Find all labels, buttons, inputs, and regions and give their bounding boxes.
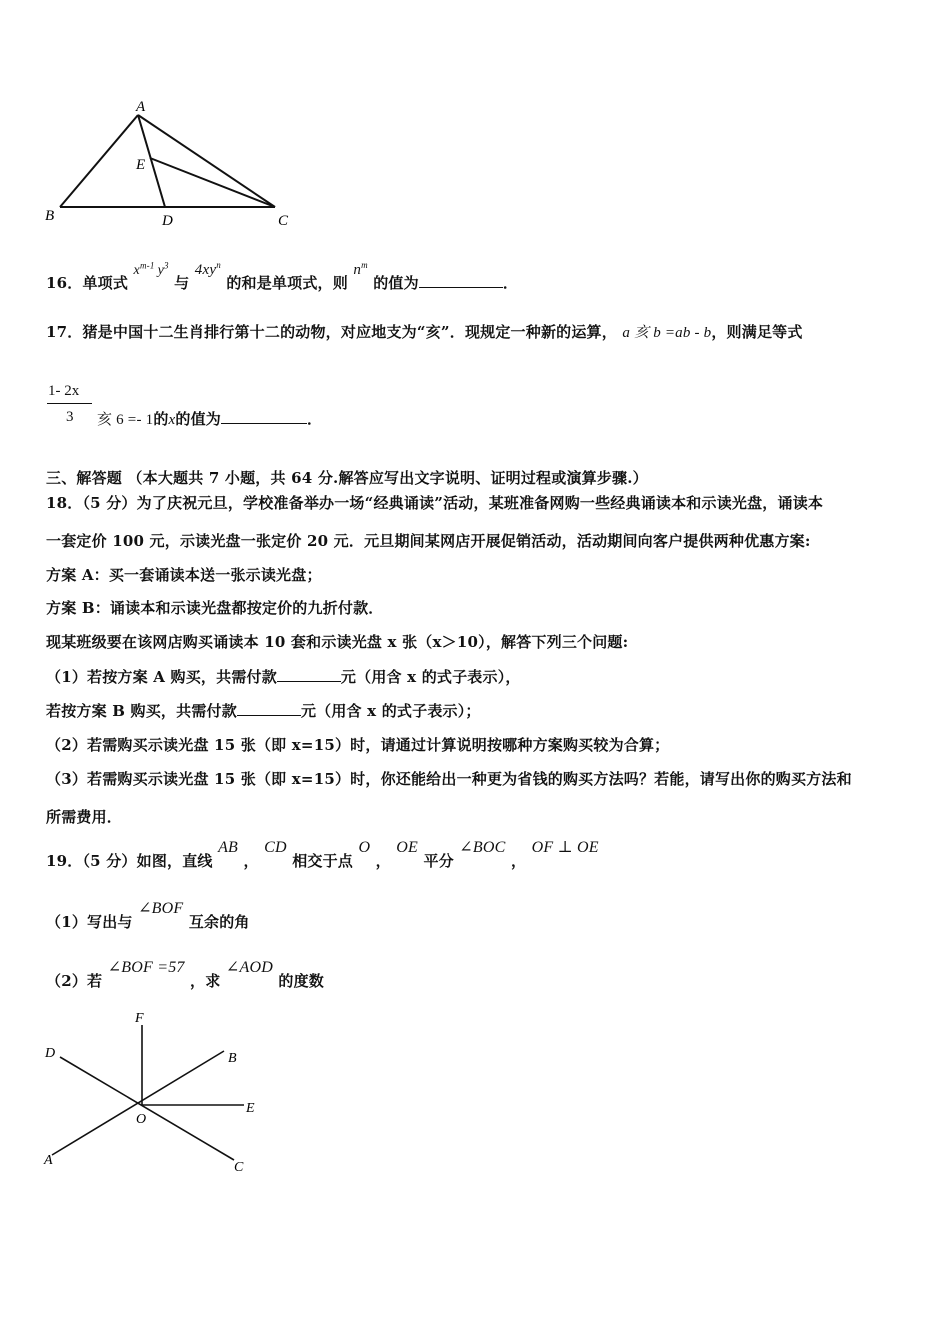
q18-line-6 [46, 666, 521, 687]
label-A: A [136, 99, 146, 115]
monomial-1: $x^{m-1}$ $y^3$ [133, 260, 169, 278]
lines-figure [38, 1005, 278, 1185]
q17-tail: ，则满足等式 [711, 323, 803, 341]
q19-part2-tail: 的度数 [278, 972, 325, 990]
label-E: E [246, 1101, 255, 1116]
line-CD: CD [264, 839, 287, 856]
label-C: C [278, 213, 289, 229]
q19-part-1 [46, 900, 250, 932]
q19-comma-2: ， [375, 852, 391, 870]
q16-text-2: 与 [174, 274, 190, 292]
q17-text: 猪是中国十二生肖排行第十二的动物，对应地支为“亥”．现规定一种新的运算， [82, 323, 617, 341]
angle-BOF: ∠BOF [138, 900, 184, 917]
operation-definition: a 亥 b =ab - b [622, 325, 712, 341]
section-3-heading: 三、解答题 （本大题共 7 小题，共 64 分.解答应写出文字说明、证明过程或演算步骤.） [46, 469, 648, 487]
question-16 [46, 260, 519, 293]
label-B: B [45, 208, 55, 224]
label-D: D [45, 1046, 56, 1061]
question-17-equation [97, 408, 322, 429]
q18-part1-a: （1）若按方案 A 购买，共需付款 [46, 668, 277, 686]
fraction-denominator: 3 [66, 409, 74, 425]
q16-text: 单项式 [82, 274, 129, 292]
answer-blank-17[interactable] [221, 409, 307, 424]
q16-text-4: 的值为 [373, 274, 419, 292]
q19-comma-3: ， [510, 852, 527, 870]
q19-part2-text: （2）若 [46, 972, 103, 990]
q19-part2-mid: ，求 [190, 972, 221, 990]
q19-text-2: 平分 [423, 852, 454, 870]
q18-line-2: 一套定价 100 元，示读光盘一张定价 20 元．元旦期间某网店开展促销活动，活动期间向客户提供两种优惠方案: [46, 532, 811, 550]
label-E: E [136, 157, 146, 173]
n-power-m: $n^m$ [353, 260, 368, 278]
answer-blank-18b[interactable] [237, 701, 301, 716]
q17-text-6: 的值为 [175, 410, 221, 428]
q19-comma-1: ， [243, 852, 259, 870]
q17-text-5: 的 [153, 410, 169, 428]
answer-blank-18a[interactable] [277, 667, 341, 682]
q18-part1-c: 若按方案 B 购买，共需付款 [46, 702, 237, 720]
q19-part1-text: （1）写出与 [46, 913, 133, 931]
point-O: O [358, 839, 371, 856]
label-B: B [228, 1051, 237, 1066]
q18-line-5: 现某班级要在该网店购买诵读本 10 套和示读光盘 x 张（x＞10），解答下列三个问题: [46, 633, 629, 651]
label-C: C [234, 1160, 244, 1175]
q17-end: ． [306, 410, 323, 428]
q19-part-2 [46, 959, 325, 991]
triangle-figure [40, 92, 300, 232]
line-DC [60, 1057, 234, 1160]
q19-text-1: 相交于点 [292, 852, 353, 870]
angle-AOD: ∠AOD [225, 959, 273, 976]
label-F: F [135, 1011, 144, 1026]
line-AB: AB [218, 839, 239, 856]
q18-line-3: 方案 A：买一套诵读本送一张示读光盘； [46, 566, 322, 584]
q18-part1-d: 元（用含 x 的式子表示）； [300, 702, 481, 720]
given-angle: ∠BOF =57 [107, 959, 185, 976]
label-A: A [44, 1153, 53, 1168]
q18-line-1: 18．（5 分）为了庆祝元旦，学校准备举办一场“经典诵读”活动，某班准备网购一些经典诵读本和示读光盘，诵读本 [46, 494, 824, 512]
var-x: x [168, 412, 176, 428]
q18-line-7 [46, 700, 481, 721]
q18-line-9: （3）若需购买示读光盘 15 张（即 x=15）时，你还能给出一种更为省钱的购买方法吗？若能，请写出你的购买方法和 [46, 770, 852, 788]
answer-blank-16[interactable] [419, 273, 503, 288]
question-17 [46, 321, 803, 342]
q19-part1-tail: 互余的角 [188, 913, 250, 931]
fraction-numerator: 1- 2x [48, 383, 80, 399]
q19-prefix: 19．（5 分）如图，直线 [46, 852, 213, 870]
q18-line-10: 所需费用． [46, 808, 123, 826]
question-19 [46, 839, 599, 871]
angle-BOC: ∠BOC [459, 839, 506, 856]
q18-line-4: 方案 B：诵读本和示读光盘都按定价的九折付款． [46, 599, 384, 617]
equation: 亥 6 =- 1 [97, 412, 154, 428]
q17-number: 17． [46, 323, 83, 341]
label-O: O [136, 1112, 147, 1127]
monomial-2: $4xy^n$ [194, 260, 221, 278]
fraction-bar [47, 403, 92, 404]
q18-part1-b: 元（用含 x 的式子表示）， [340, 668, 521, 686]
q16-number: 16． [46, 274, 83, 292]
ray-OE: OE [396, 839, 419, 856]
perpendicular-condition: OF ⊥ OE [531, 839, 599, 856]
q16-end: ． [502, 274, 519, 292]
q18-line-8: （2）若需购买示读光盘 15 张（即 x=15）时，请通过计算说明按哪种方案购买较为合算； [46, 736, 670, 754]
q16-text-3: 的和是单项式，则 [226, 274, 348, 292]
segment-AB [60, 115, 138, 207]
label-D: D [162, 213, 173, 229]
